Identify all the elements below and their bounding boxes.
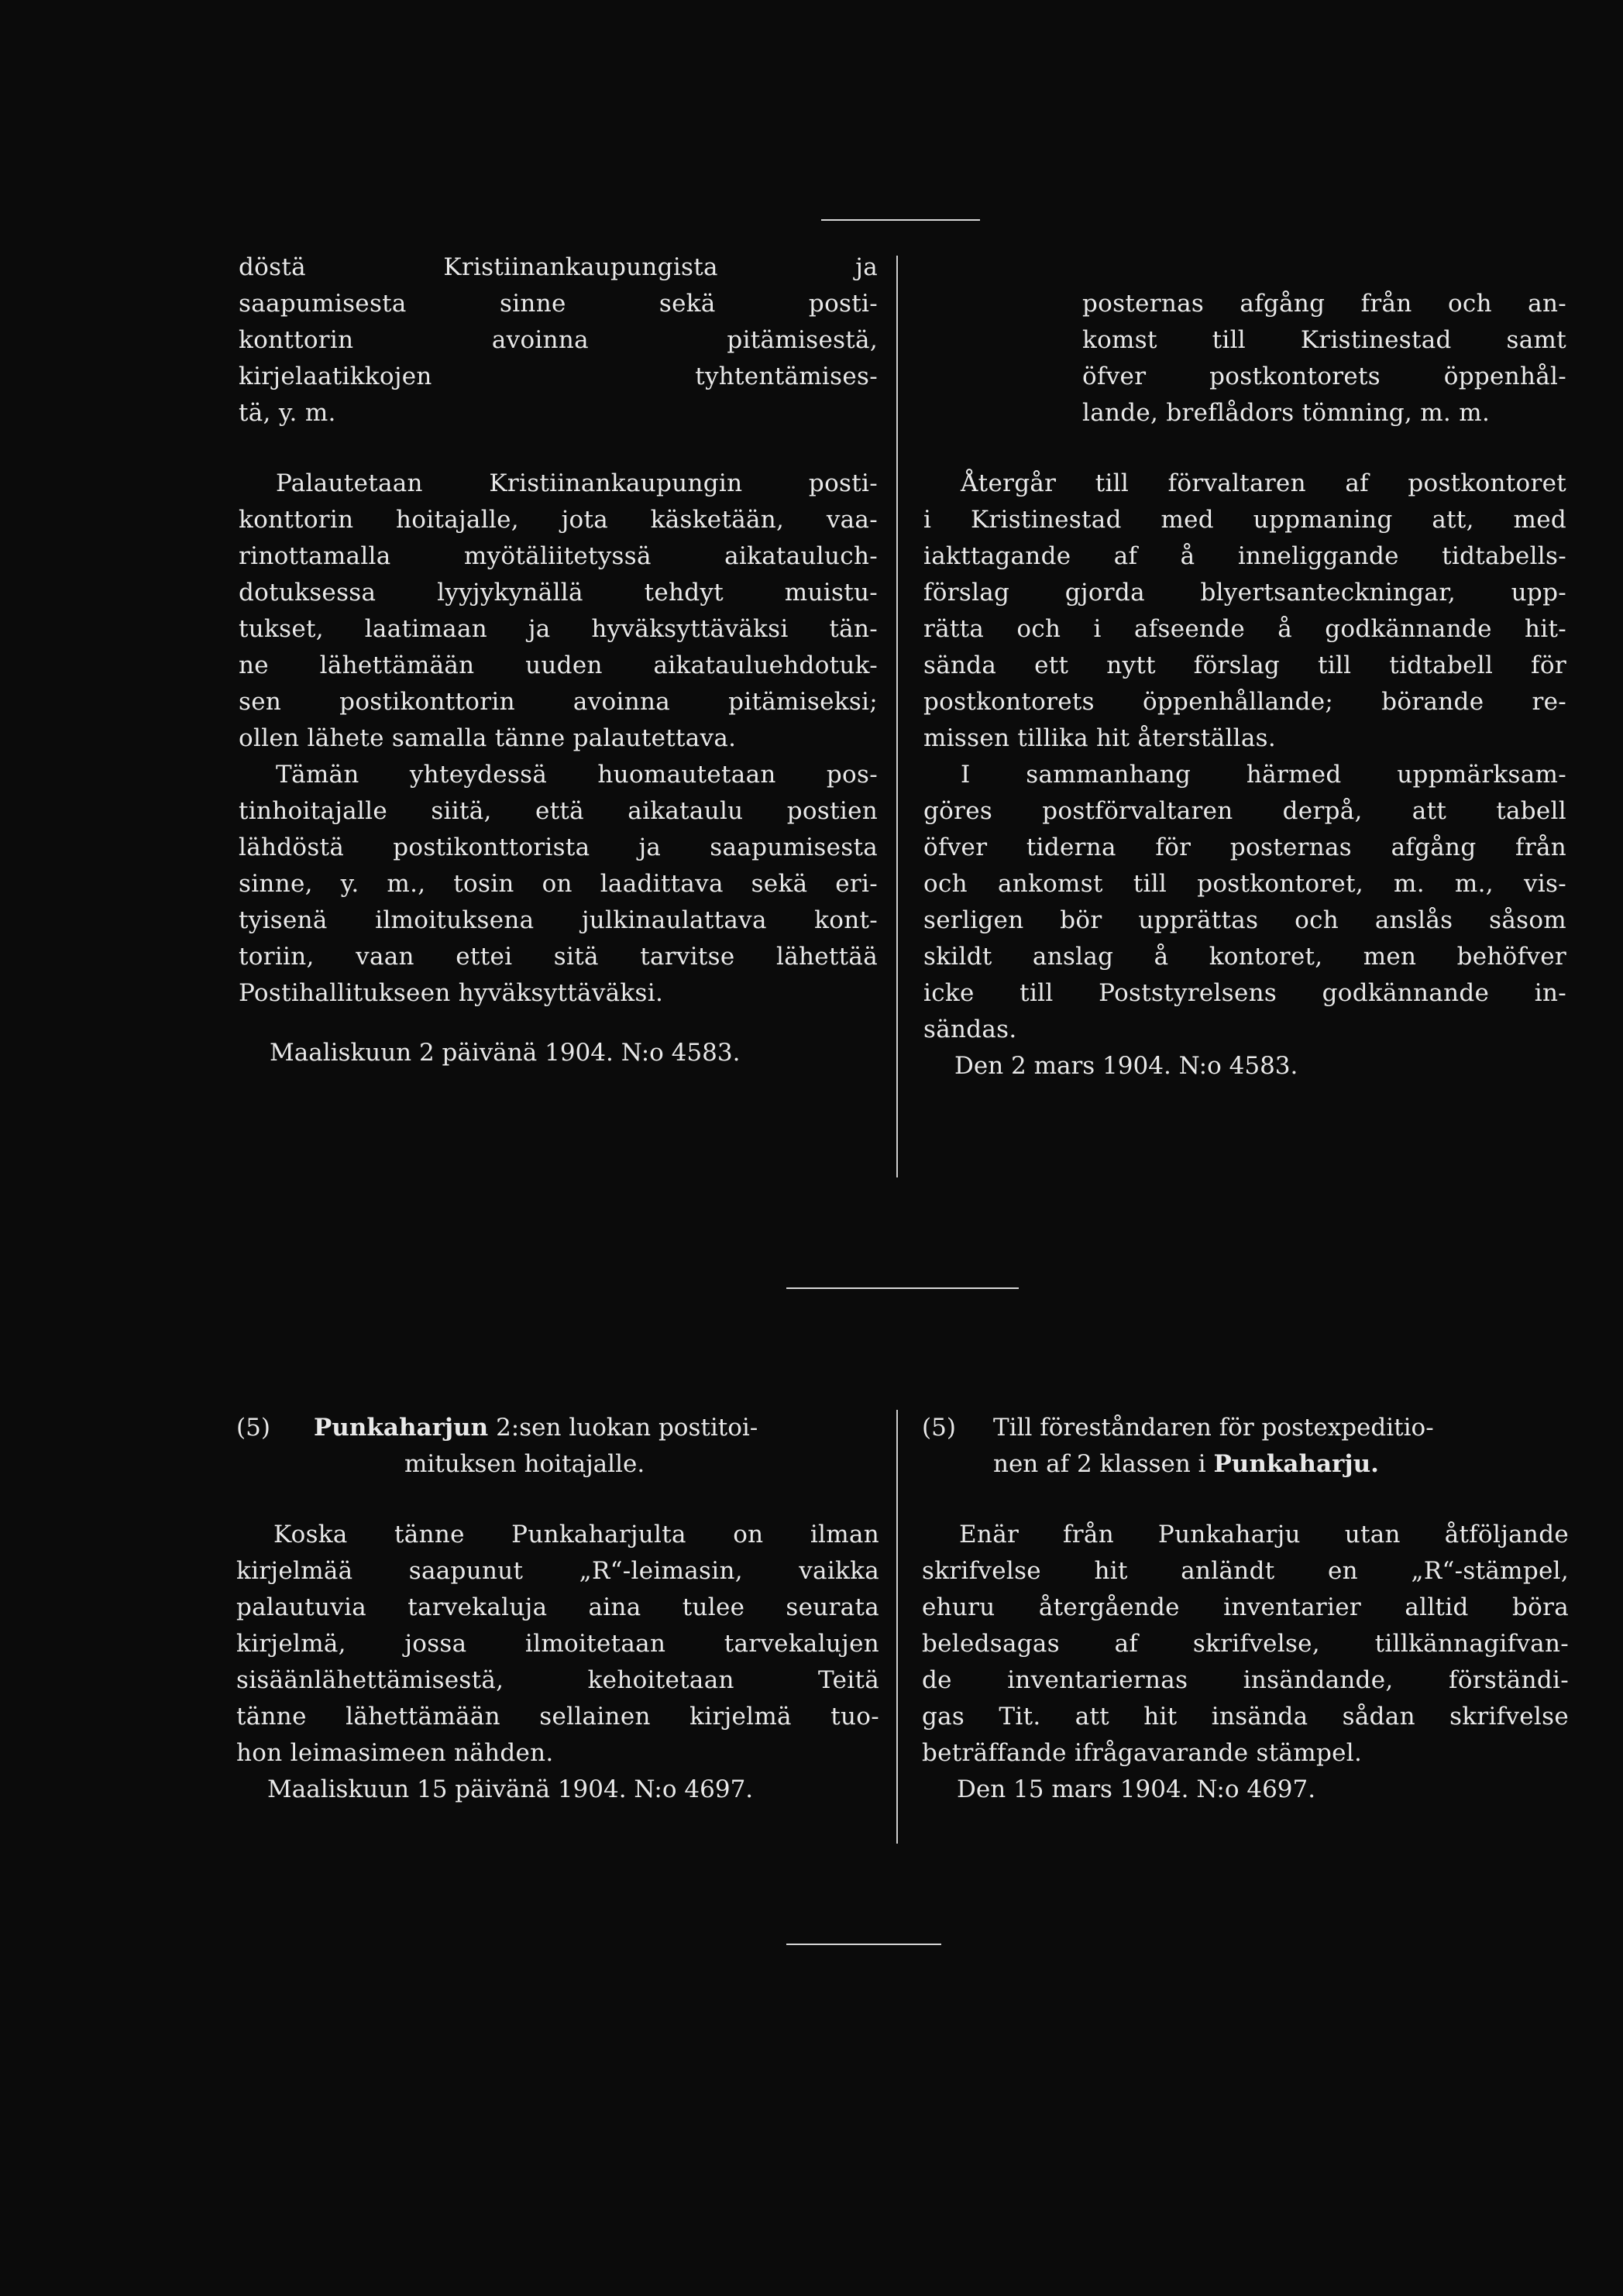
top-right-signature: Den 2 mars 1904. N:o 4583.: [954, 1052, 1298, 1080]
place-name: Punkaharjun: [314, 1414, 489, 1442]
bottom-rule: [786, 1944, 941, 1945]
column-divider-top: [896, 256, 898, 1177]
text-line: iakttagande af å inneliggande tidtabells-: [923, 542, 1566, 570]
text-line: palautuvia tarvekaluja aina tulee seurata: [236, 1593, 879, 1621]
text-line: de inventariernas insändande, förständi-: [922, 1666, 1569, 1694]
bottom-right-body: [922, 1517, 1569, 1772]
text-line: serligen bör upprättas och anslås såsom: [923, 906, 1566, 934]
text-line: döstä Kristiinankaupungista ja: [239, 253, 878, 281]
text-line: ollen lähete samalla tänne palautettava.: [239, 724, 737, 752]
top-right-body: [923, 466, 1566, 1048]
text-line: kirjelmää saapunut „R“-leimasin, vaikka: [236, 1557, 879, 1585]
text-line: sinne, y. m., tosin on laadittava sekä eri-: [239, 870, 878, 898]
heading-text: Till föreståndaren för postexpeditio-: [993, 1414, 1434, 1442]
text-line: komst till Kristinestad samt: [1082, 326, 1566, 354]
top-rule: [821, 219, 980, 221]
top-right-column: [923, 286, 1566, 1084]
text-line: lande, breflådors tömning, m. m.: [1082, 399, 1491, 427]
item-number: (5): [922, 1414, 956, 1442]
text-line: hon leimasimeen nähden.: [236, 1739, 554, 1767]
text-line: I sammanhang härmed uppmärksam-: [961, 761, 1566, 789]
text-line: Återgår till förvaltaren af postkontoret: [961, 469, 1566, 497]
text-line: skildt anslag å kontoret, men behöfver: [923, 943, 1566, 971]
item-number: (5): [236, 1414, 270, 1442]
text-line: Postihallitukseen hyväksyttäväksi.: [239, 979, 664, 1007]
text-line: konttorin avoinna pitämisestä,: [239, 326, 878, 354]
heading-text: nen af 2 klassen i: [993, 1450, 1206, 1478]
text-line: öfver postkontorets öppenhål-: [1082, 363, 1566, 390]
text-line: göres postförvaltaren derpå, att tabell: [923, 797, 1566, 825]
text-line: tyisenä ilmoituksena julkinaulattava kont-: [239, 906, 878, 934]
top-right-heading-block: [923, 286, 1566, 431]
column-divider-bottom: [896, 1410, 898, 1844]
bottom-left-heading-line2: mituksen hoitajalle.: [404, 1450, 645, 1478]
text-line: beledsagas af skrifvelse, tillkännagifvan-: [922, 1630, 1569, 1658]
top-left-column: [239, 249, 878, 1071]
text-line: missen tillika hit återställas.: [923, 724, 1277, 752]
text-line: tinhoitajalle siitä, että aikataulu postien: [239, 797, 878, 825]
text-line: tukset, laatimaan ja hyväksyttäväksi tän-: [239, 615, 878, 643]
text-line: postkontorets öppenhållande; börande re-: [923, 688, 1566, 716]
text-line: lähdöstä postikonttorista ja saapumisesta: [239, 834, 878, 861]
text-line: ehuru återgående inventarier alltid böra: [922, 1593, 1569, 1621]
heading-text: 2:sen luokan postitoi-: [496, 1414, 758, 1442]
bottom-left-signature: Maaliskuun 15 päivänä 1904. N:o 4697.: [267, 1775, 754, 1803]
text-line: sändas.: [923, 1016, 1017, 1043]
top-left-heading-block: [239, 249, 878, 431]
text-line: posternas afgång från och an-: [1082, 290, 1566, 318]
top-left-body: [239, 466, 878, 1012]
text-line: Koska tänne Punkaharjulta on ilman: [273, 1521, 879, 1548]
text-line: tä, y. m.: [239, 399, 336, 427]
text-line: konttorin hoitajalle, jota käsketään, vaa-: [239, 506, 878, 534]
bottom-right-column: [922, 1410, 1569, 1808]
bottom-left-column: [236, 1410, 879, 1808]
text-line: icke till Poststyrelsens godkännande in-: [923, 979, 1566, 1007]
section-separator-rule: [786, 1287, 1019, 1289]
text-line: tänne lähettämään sellainen kirjelmä tuo-: [236, 1703, 879, 1731]
text-line: och ankomst till postkontoret, m. m., vis-: [923, 870, 1566, 898]
text-line: ne lähettämään uuden aikatauluehdotuk-: [239, 651, 878, 679]
text-line: kirjelaatikkojen tyhtentämises-: [239, 363, 878, 390]
text-line: rätta och i afseende å godkännande hit-: [923, 615, 1566, 643]
text-line: gas Tit. att hit insända sådan skrifvelse: [922, 1703, 1569, 1731]
text-line: dotuksessa lyyjykynällä tehdyt muistu-: [239, 579, 878, 607]
text-line: skrifvelse hit anländt en „R“-stämpel,: [922, 1557, 1569, 1585]
text-line: toriin, vaan ettei sitä tarvitse lähettää: [239, 943, 878, 971]
place-name: Punkaharju.: [1213, 1450, 1379, 1478]
text-line: saapumisesta sinne sekä posti-: [239, 290, 878, 318]
text-line: beträffande ifrågavarande stämpel.: [922, 1739, 1363, 1767]
bottom-right-signature: Den 15 mars 1904. N:o 4697.: [957, 1775, 1316, 1803]
text-line: förslag gjorda blyertsanteckningar, upp-: [923, 579, 1566, 607]
top-left-signature: Maaliskuun 2 päivänä 1904. N:o 4583.: [270, 1039, 741, 1067]
text-line: sen postikonttorin avoinna pitämiseksi;: [239, 688, 878, 716]
text-line: kirjelmä, jossa ilmoitetaan tarvekalujen: [236, 1630, 879, 1658]
text-line: Palautetaan Kristiinankaupungin posti-: [276, 469, 878, 497]
text-line: sisäänlähettämisestä, kehoitetaan Teitä: [236, 1666, 879, 1694]
bottom-right-heading-line2: [922, 1446, 1569, 1483]
text-line: i Kristinestad med uppmaning att, med: [923, 506, 1566, 534]
bottom-left-heading: [236, 1410, 879, 1446]
text-line: Tämän yhteydessä huomautetaan pos-: [276, 761, 878, 789]
text-line: öfver tiderna för posternas afgång från: [923, 834, 1566, 861]
text-line: sända ett nytt förslag till tidtabell för: [923, 651, 1566, 679]
bottom-right-heading: [922, 1410, 1569, 1446]
bottom-left-body: [236, 1517, 879, 1772]
text-line: Enär från Punkaharju utan åtföljande: [959, 1521, 1569, 1548]
text-line: rinottamalla myötäliitetyssä aikatauluch-: [239, 542, 878, 570]
